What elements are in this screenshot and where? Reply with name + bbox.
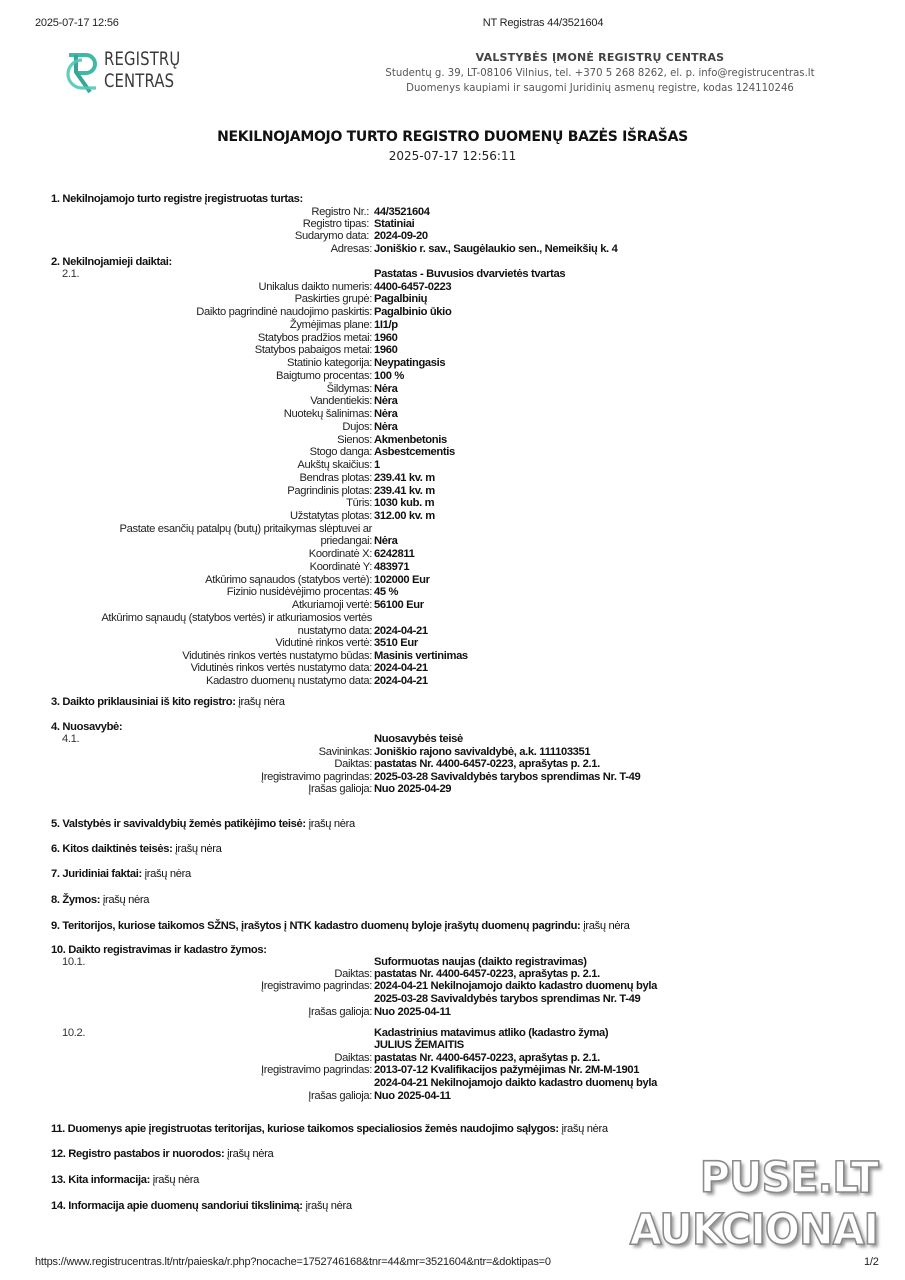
field-value: 6242811: [374, 548, 415, 560]
field-value: Pagalbinio ūkio: [374, 306, 452, 318]
field-label: Atkuriamoji vertė:: [291, 599, 372, 611]
field-value: 44/3521604: [374, 206, 430, 218]
status-none: įrašų nėra: [305, 1200, 352, 1212]
section-10-title: 10. Daikto registravimas ir kadastro žymos:: [51, 944, 267, 956]
field-value: 1960: [374, 344, 398, 357]
item-number: 4.1.: [62, 733, 80, 745]
status-none: įrašų nėra: [308, 818, 355, 830]
field-value: Asbestcementis: [374, 446, 455, 459]
field-label: Paskirties grupė:: [294, 293, 372, 306]
field-value: 1960: [374, 331, 398, 344]
field-label: Tūris:: [346, 497, 372, 510]
field-value: Neypatingasis: [374, 357, 446, 369]
status-none: įrašų nėra: [102, 894, 150, 906]
field-label: Pastate esančių patalpų (butų) pritaikymas slėptuvei ar: [119, 523, 372, 535]
field-label: Registro Nr.:: [311, 206, 369, 218]
document-title: NEKILNOJAMOJO TURTO REGISTRO DUOMENŲ BAZĖS IŠRAŠAS: [217, 129, 688, 145]
logo-line2: CENTRAS: [104, 70, 175, 92]
watermark-line2: AUKCIONAI: [629, 1205, 878, 1255]
status-none: įrašų nėra: [227, 1148, 274, 1160]
organization-address: Studentų g. 39, LT-08106 Vilnius, tel. +370 5 268 8262, el. p. info@registrucentras.lt: [385, 66, 815, 79]
section-8-title: 8. Žymos: įrašų nėra: [51, 894, 150, 906]
field-label: Adresas:: [330, 243, 372, 255]
status-none: įrašų nėra: [144, 868, 191, 880]
field-label: Atkūrimo sąnaudos (statybos vertė):: [205, 573, 372, 586]
field-value: Nėra: [374, 408, 398, 420]
status-none: įrašų nėra: [152, 1174, 199, 1186]
section-3-title: 3. Daikto priklausiniai iš kito registro: įrašų nėra: [51, 696, 285, 708]
field-value: Akmenbetonis: [374, 433, 447, 446]
field-value: pastatas Nr. 4400-6457-0223, aprašytas p. 2.1.: [374, 1052, 600, 1064]
field-value: Nėra: [374, 420, 398, 433]
field-value: Nėra: [374, 395, 398, 408]
field-value: 1I1/p: [374, 318, 398, 331]
field-label: Užstatytas plotas:: [290, 510, 372, 522]
field-label: Vidutinė rinkos vertė:: [275, 637, 372, 649]
field-value: Joniškio rajono savivaldybė, a.k. 111103351: [374, 745, 591, 758]
field-label: Sudarymo data:: [294, 230, 369, 242]
section-11-title: 11. Duomenys apie įregistruotas teritorijas, kuriose taikomos specialiosios žemės naudojimo sąlygos: įrašų nėra: [51, 1123, 608, 1135]
section-9-title: 9. Teritorijos, kuriose taikomos SŽNS, įrašytos į NTK kadastro duomenų byloje įrašytų duomenų pagrindu: įrašų nėra: [51, 920, 630, 932]
logo-line1: REGISTRŲ: [104, 48, 181, 70]
status-none: įrašų nėra: [583, 920, 630, 932]
field-label: priedangai:: [320, 535, 372, 547]
field-label: Nuotekų šalinimas:: [283, 408, 372, 420]
item-title: Kadastrinius matavimus atliko (kadastro žyma): [374, 1027, 609, 1039]
section-2-title: 2. Nekilnojamieji daiktai:: [51, 256, 172, 268]
field-label: Unikalus daikto numeris:: [258, 280, 372, 293]
field-label: Registro tipas:: [302, 218, 369, 230]
field-value: 239.41 kv. m: [374, 471, 435, 484]
field-label: Žymėjimas plane:: [289, 318, 372, 331]
field-value: 2024-04-21: [374, 662, 428, 675]
section-5-title: 5. Valstybės ir savivaldybių žemės patikėjimo teisė: įrašų nėra: [51, 818, 355, 830]
field-value: 2024-04-21: [374, 674, 428, 687]
field-label: Įregistravimo pagrindas:: [261, 770, 372, 783]
field-label: Daiktas:: [334, 1052, 372, 1064]
section-4-title: 4. Nuosavybė:: [51, 721, 123, 733]
field-label: Vidutinės rinkos vertės nustatymo būdas:: [182, 649, 372, 662]
field-label: Bendras plotas:: [299, 471, 372, 484]
status-none: įrašų nėra: [175, 843, 222, 855]
field-value: Nėra: [374, 535, 398, 547]
field-value: pastatas Nr. 4400-6457-0223, aprašytas p. 2.1.: [374, 758, 600, 770]
field-value: Statiniai: [374, 218, 415, 230]
field-label: Statybos pabaigos metai:: [254, 344, 372, 357]
organization-registry-note: Duomenys kaupiami ir saugomi Juridinių asmenų registre, kodas 124110246: [406, 81, 794, 94]
field-value: Nuo 2025-04-11: [374, 1006, 451, 1018]
item-number: 10.2.: [62, 1027, 86, 1039]
field-value: 4400-6457-0223: [374, 280, 452, 293]
organization-header: [300, 50, 900, 95]
item-subtitle: JULIUS ŽEMAITIS: [374, 1039, 464, 1051]
field-value: 45 %: [374, 586, 399, 599]
field-value: Nėra: [374, 382, 398, 395]
print-page-number: 1/2: [864, 1256, 879, 1268]
field-value: Joniškio r. sav., Saugėlaukio sen., Nemeikšių k. 4: [374, 243, 618, 255]
registru-centras-logo: [66, 48, 206, 98]
field-value: 2024-04-21 Nekilnojamojo daikto kadastro duomenų byla: [374, 980, 657, 992]
field-label: Vidutinės rinkos vertės nustatymo data:: [190, 662, 372, 675]
rc-logo-icon: [66, 50, 100, 94]
field-label: Įregistravimo pagrindas:: [261, 1064, 372, 1076]
section-6-title: 6. Kitos daiktinės teisės: įrašų nėra: [51, 843, 222, 855]
field-label: nustatymo data:: [297, 625, 372, 637]
field-label: Įrašas galioja:: [308, 783, 372, 795]
section-1-title: 1. Nekilnojamojo turto registre įregistruotas turtas:: [51, 193, 303, 205]
field-value: 2025-03-28 Savivaldybės tarybos sprendimas Nr. T-49: [374, 993, 641, 1005]
section-12-title: 12. Registro pastabos ir nuorodos: įrašų nėra: [51, 1148, 274, 1160]
field-label: Stogo danga:: [309, 446, 372, 459]
field-label: Atkūrimo sąnaudų (statybos vertės) ir atkuriamosios vertės: [101, 612, 372, 624]
field-value: Pagalbinių: [374, 293, 428, 306]
section-7-title: 7. Juridiniai faktai: įrašų nėra: [51, 868, 191, 880]
field-value: Masinis vertinimas: [374, 649, 468, 662]
field-label: Daiktas:: [334, 758, 372, 770]
field-value: pastatas Nr. 4400-6457-0223, aprašytas p. 2.1.: [374, 968, 600, 980]
status-none: įrašų nėra: [561, 1123, 608, 1135]
field-label: Vandentiekis:: [310, 395, 372, 408]
item-title: Nuosavybės teisė: [374, 733, 463, 745]
field-label: Baigtumo procentas:: [276, 369, 372, 382]
field-value: 100 %: [374, 369, 404, 382]
field-label: Daiktas:: [334, 968, 372, 980]
watermark-line1: PUSE.LT: [699, 1153, 878, 1203]
field-label: Aukštų skaičius:: [297, 459, 372, 471]
field-value: Nuo 2025-04-29: [374, 783, 452, 795]
field-label: Dujos:: [342, 420, 372, 433]
field-value: 1: [374, 459, 380, 471]
field-value: 102000 Eur: [374, 573, 430, 586]
field-label: Kadastro duomenų nustatymo data:: [205, 674, 372, 687]
field-label: Įrašas galioja:: [308, 1006, 372, 1018]
field-value: 312.00 kv. m: [374, 510, 435, 522]
field-label: Koordinatė Y:: [309, 560, 372, 573]
item-number: 2.1.: [62, 268, 80, 280]
field-label: Daikto pagrindinė naudojimo paskirtis:: [196, 306, 372, 318]
print-timestamp: 2025-07-17 12:56: [35, 17, 119, 29]
section-13-title: 13. Kita informacija: įrašų nėra: [51, 1174, 199, 1186]
field-value: 2024-04-21: [374, 625, 428, 637]
print-footer-url: https://www.registrucentras.lt/ntr/paieska/r.php?nocache=1752746168&tnr=44&mr=3521604&ntr=&doktipas=0: [35, 1256, 551, 1268]
item-title: Suformuotas naujas (daikto registravimas): [374, 956, 587, 968]
field-value: 2025-03-28 Savivaldybės tarybos sprendimas Nr. T-49: [374, 770, 641, 783]
field-label: Įregistravimo pagrindas:: [261, 980, 372, 992]
field-label: Statybos pradžios metai:: [257, 331, 372, 344]
item-title: Pastatas - Buvusios dvarvietės tvartas: [374, 268, 566, 280]
watermark: [619, 1152, 878, 1256]
print-page-title: NT Registras 44/3521604: [482, 17, 604, 29]
item-number: 10.1.: [62, 956, 86, 968]
field-value: 483971: [374, 560, 410, 573]
field-value: 2013-07-12 Kvalifikacijos pažymėjimas Nr. 2M-M-1901: [374, 1064, 640, 1076]
field-label: Pagrindinis plotas:: [287, 484, 372, 497]
field-label: Savininkas:: [318, 745, 372, 758]
field-label: Statinio kategorija:: [286, 357, 372, 369]
field-label: Sienos:: [337, 433, 372, 446]
field-value: 3510 Eur: [374, 637, 418, 649]
section-14-title: 14. Informacija apie duomenų sandoriui tikslinimą: įrašų nėra: [51, 1200, 352, 1212]
field-label: Įrašas galioja:: [308, 1090, 372, 1102]
field-value: Nuo 2025-04-11: [374, 1090, 451, 1102]
field-value: 2024-09-20: [374, 230, 428, 242]
field-label: Fizinio nusidėvėjimo procentas:: [226, 586, 372, 599]
field-value: 1030 kub. m: [374, 497, 435, 510]
field-value: 2024-04-21 Nekilnojamojo daikto kadastro duomenų byla: [374, 1077, 657, 1089]
field-value: 56100 Eur: [374, 599, 424, 611]
status-none: įrašų nėra: [238, 696, 285, 708]
field-label: Šildymas:: [326, 382, 372, 395]
organization-name: VALSTYBĖS ĮMONĖ REGISTRŲ CENTRAS: [475, 51, 725, 64]
field-label: Koordinatė X:: [308, 548, 372, 560]
document-datetime: 2025-07-17 12:56:11: [388, 149, 517, 163]
field-value: 239.41 kv. m: [374, 484, 435, 497]
